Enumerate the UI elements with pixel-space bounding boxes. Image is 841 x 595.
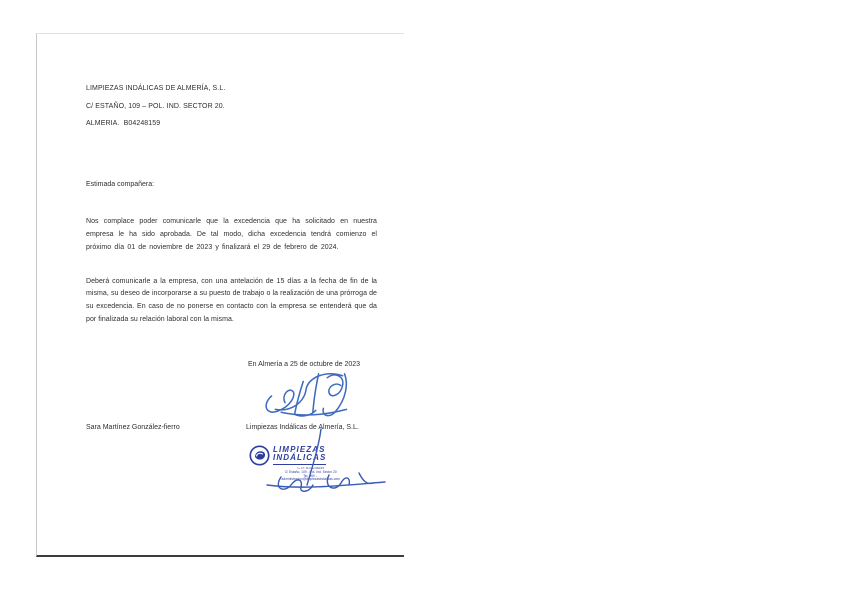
stamp-wordmark (273, 446, 326, 465)
letter-content (37, 80, 404, 503)
letter-page (36, 33, 404, 557)
signatory-employee: Sara Martínez González-fierro (86, 423, 180, 431)
stamp-phone: Tel. 950 ... (303, 474, 319, 478)
dateline: En Almería a 25 de octubre de 2023 (248, 360, 361, 368)
letterhead-company: LIMPIEZAS INDÁLICAS DE ALMERÍA, S.L. (86, 85, 226, 92)
stamp-brand-line1: LIMPIEZAS (273, 444, 326, 454)
signatories-row (86, 424, 377, 434)
stamp-header (249, 445, 381, 466)
body-paragraph-2: Deberá comunicarle a la empresa, con una antelación de 15 días a la fecha de fin de la misma, su deseo de incorporarse a su puesto de trabajo o la realización de una prórroga de su excedencia. En caso de no ponerse en contacto con la empresa se entenderá que da por finalizada su relación laboral con la misma. (86, 277, 377, 324)
letterhead-address: C/ ESTAÑO, 109 – POL. IND. SECTOR 20. (86, 102, 225, 110)
stamp-brand-line2: INDÁLICAS (273, 453, 327, 463)
body-paragraph-1: Nos complace poder comunicarle que la excedencia que ha solicitado en nuestra empresa le ha sido aprobada. De tal modo, dicha excedencia tendrá comienzo el próximo día 01 de noviembre de 2023 y finalizará el 29 de febrero de 2024. (86, 218, 377, 251)
company-logo-icon (249, 445, 270, 466)
stamp-address: C/ Estaño, 109 - Pol. Ind. Sector 20 (284, 470, 337, 474)
stamp-cif: C.I.F. B-04248159 (297, 466, 325, 470)
stamp-email: administracion@limpiezasindalicas.com (281, 477, 340, 482)
stamp-details (253, 467, 369, 482)
signatory-company: Limpiezas Indálicas de Almería, S.L. (246, 423, 359, 431)
letterhead (86, 80, 377, 133)
handwritten-signature (256, 370, 362, 418)
letterhead-city-cif: ALMERIA. B04248159 (86, 120, 161, 127)
salutation: Estimada compañera: (86, 180, 155, 188)
company-stamp (249, 445, 381, 503)
